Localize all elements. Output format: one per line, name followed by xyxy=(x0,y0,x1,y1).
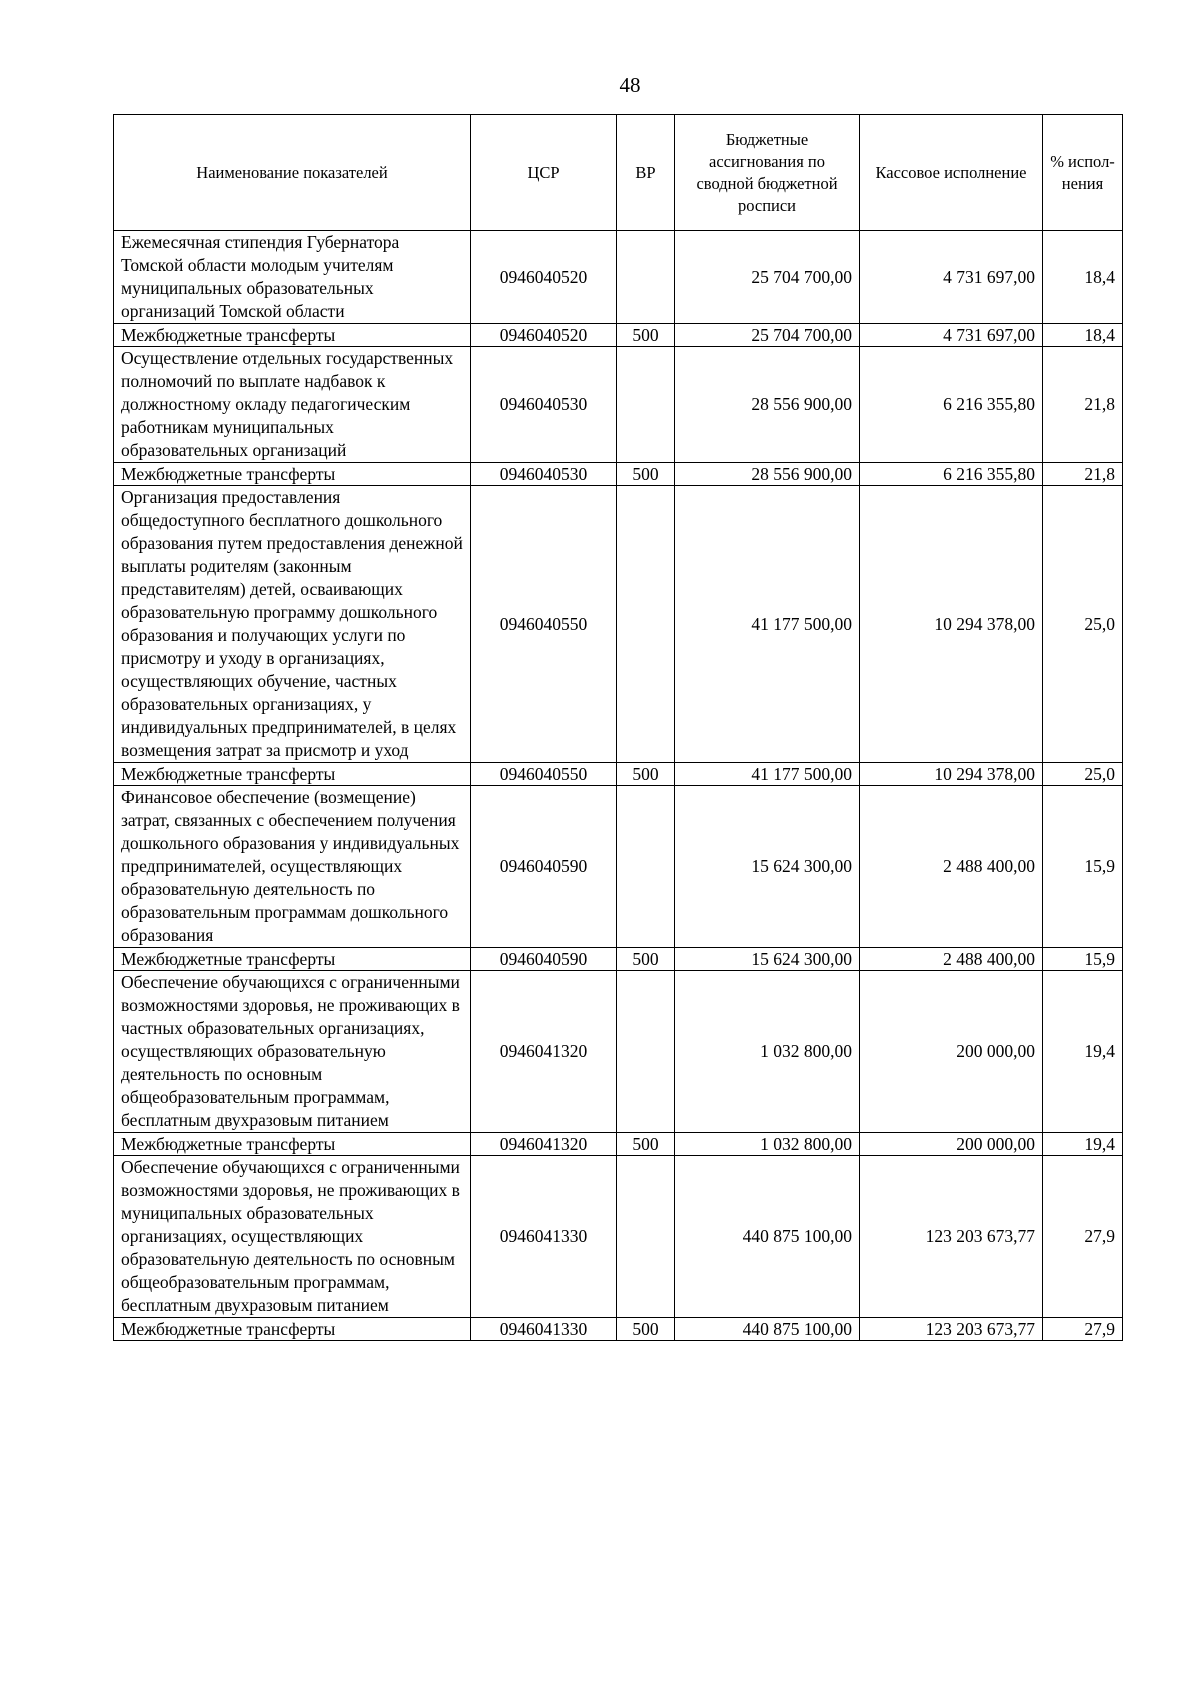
header-execution-percent: % испол-нения xyxy=(1043,115,1123,231)
table-row xyxy=(114,347,1123,463)
row-assignments: 41 177 500,00 xyxy=(675,763,860,786)
row-cash-execution: 123 203 673,77 xyxy=(860,1318,1043,1341)
row-csr: 0946040590 xyxy=(471,786,617,948)
row-assignments: 28 556 900,00 xyxy=(675,347,860,463)
header-name: Наименование показателей xyxy=(114,115,471,231)
row-vr xyxy=(617,1156,675,1318)
table-row xyxy=(114,1156,1123,1318)
row-vr: 500 xyxy=(617,948,675,971)
row-csr: 0946040550 xyxy=(471,763,617,786)
row-csr: 0946040520 xyxy=(471,231,617,324)
row-cash-execution: 10 294 378,00 xyxy=(860,486,1043,763)
row-vr: 500 xyxy=(617,763,675,786)
row-assignments: 440 875 100,00 xyxy=(675,1318,860,1341)
row-vr xyxy=(617,971,675,1133)
row-execution-percent: 19,4 xyxy=(1043,1133,1123,1156)
row-name: Межбюджетные трансферты xyxy=(114,763,471,786)
table-header-row xyxy=(114,115,1123,231)
row-execution-percent: 18,4 xyxy=(1043,231,1123,324)
row-cash-execution: 2 488 400,00 xyxy=(860,948,1043,971)
row-execution-percent: 21,8 xyxy=(1043,463,1123,486)
table-row xyxy=(114,486,1123,763)
row-vr: 500 xyxy=(617,1133,675,1156)
row-execution-percent: 27,9 xyxy=(1043,1318,1123,1341)
row-execution-percent: 27,9 xyxy=(1043,1156,1123,1318)
row-assignments: 1 032 800,00 xyxy=(675,971,860,1133)
header-assignments: Бюджетные ассигнования по сводной бюджетной росписи xyxy=(675,115,860,231)
budget-table xyxy=(113,114,1123,1341)
row-assignments: 25 704 700,00 xyxy=(675,324,860,347)
row-cash-execution: 6 216 355,80 xyxy=(860,347,1043,463)
table-row xyxy=(114,948,1123,971)
row-execution-percent: 18,4 xyxy=(1043,324,1123,347)
row-assignments: 28 556 900,00 xyxy=(675,463,860,486)
row-cash-execution: 4 731 697,00 xyxy=(860,324,1043,347)
table-row xyxy=(114,763,1123,786)
row-csr: 0946040590 xyxy=(471,948,617,971)
row-cash-execution: 6 216 355,80 xyxy=(860,463,1043,486)
row-assignments: 15 624 300,00 xyxy=(675,948,860,971)
header-csr: ЦСР xyxy=(471,115,617,231)
row-name: Межбюджетные трансферты xyxy=(114,1318,471,1341)
table-row xyxy=(114,231,1123,324)
row-name: Межбюджетные трансферты xyxy=(114,324,471,347)
row-cash-execution: 4 731 697,00 xyxy=(860,231,1043,324)
row-name: Межбюджетные трансферты xyxy=(114,463,471,486)
row-csr: 0946041330 xyxy=(471,1318,617,1341)
row-csr: 0946040530 xyxy=(471,463,617,486)
row-execution-percent: 15,9 xyxy=(1043,786,1123,948)
row-execution-percent: 25,0 xyxy=(1043,763,1123,786)
table-row xyxy=(114,463,1123,486)
row-vr xyxy=(617,486,675,763)
row-name: Организация предоставления общедоступного бесплатного дошкольного образования путем предоставления денежной выплаты родителям (законным представителям) детей, осваивающих образовательную программу дошкольного образования и получающих услуги по присмотру и уходу в организациях, осуществляющих обучение, частных образовательных организациях, у индивидуальных предпринимателей, в целях возмещения затрат за присмотр и уход xyxy=(114,486,471,763)
table-row xyxy=(114,971,1123,1133)
row-name: Осуществление отдельных государственных полномочий по выплате надбавок к должностному окладу педагогическим работникам муниципальных образовательных организаций xyxy=(114,347,471,463)
row-name: Обеспечение обучающихся с ограниченными возможностями здоровья, не проживающих в частных образовательных организациях, осуществляющих образовательную деятельность по основным общеобразовательным программам, бесплатным двухразовым питанием xyxy=(114,971,471,1133)
row-name: Межбюджетные трансферты xyxy=(114,948,471,971)
row-execution-percent: 25,0 xyxy=(1043,486,1123,763)
row-csr: 0946040550 xyxy=(471,486,617,763)
row-cash-execution: 10 294 378,00 xyxy=(860,763,1043,786)
row-assignments: 1 032 800,00 xyxy=(675,1133,860,1156)
row-vr: 500 xyxy=(617,463,675,486)
row-name: Ежемесячная стипендия Губернатора Томской области молодым учителям муниципальных образовательных организаций Томской области xyxy=(114,231,471,324)
row-assignments: 440 875 100,00 xyxy=(675,1156,860,1318)
row-csr: 0946040530 xyxy=(471,347,617,463)
table-row xyxy=(114,1133,1123,1156)
page-number: 48 xyxy=(619,73,641,97)
table-row xyxy=(114,324,1123,347)
row-vr xyxy=(617,347,675,463)
row-csr: 0946041330 xyxy=(471,1156,617,1318)
row-cash-execution: 200 000,00 xyxy=(860,971,1043,1133)
row-name: Обеспечение обучающихся с ограниченными возможностями здоровья, не проживающих в муниципальных образовательных организациях, осуществляющих образовательную деятельность по основным общеобразовательным программам, бесплатным двухразовым питанием xyxy=(114,1156,471,1318)
row-vr xyxy=(617,231,675,324)
row-assignments: 25 704 700,00 xyxy=(675,231,860,324)
row-name: Межбюджетные трансферты xyxy=(114,1133,471,1156)
row-execution-percent: 15,9 xyxy=(1043,948,1123,971)
row-vr: 500 xyxy=(617,1318,675,1341)
row-assignments: 41 177 500,00 xyxy=(675,486,860,763)
row-execution-percent: 19,4 xyxy=(1043,971,1123,1133)
row-vr: 500 xyxy=(617,324,675,347)
row-name: Финансовое обеспечение (возмещение) затрат, связанных с обеспечением получения дошкольного образования у индивидуальных предпринимателей, осуществляющих образовательную деятельность по образовательным программам дошкольного образования xyxy=(114,786,471,948)
row-csr: 0946040520 xyxy=(471,324,617,347)
row-csr: 0946041320 xyxy=(471,971,617,1133)
row-execution-percent: 21,8 xyxy=(1043,347,1123,463)
row-vr xyxy=(617,786,675,948)
header-cash-execution: Кассовое исполнение xyxy=(860,115,1043,231)
row-assignments: 15 624 300,00 xyxy=(675,786,860,948)
row-cash-execution: 123 203 673,77 xyxy=(860,1156,1043,1318)
row-csr: 0946041320 xyxy=(471,1133,617,1156)
table-row xyxy=(114,786,1123,948)
header-vr: ВР xyxy=(617,115,675,231)
row-cash-execution: 2 488 400,00 xyxy=(860,786,1043,948)
table-row xyxy=(114,1318,1123,1341)
row-cash-execution: 200 000,00 xyxy=(860,1133,1043,1156)
